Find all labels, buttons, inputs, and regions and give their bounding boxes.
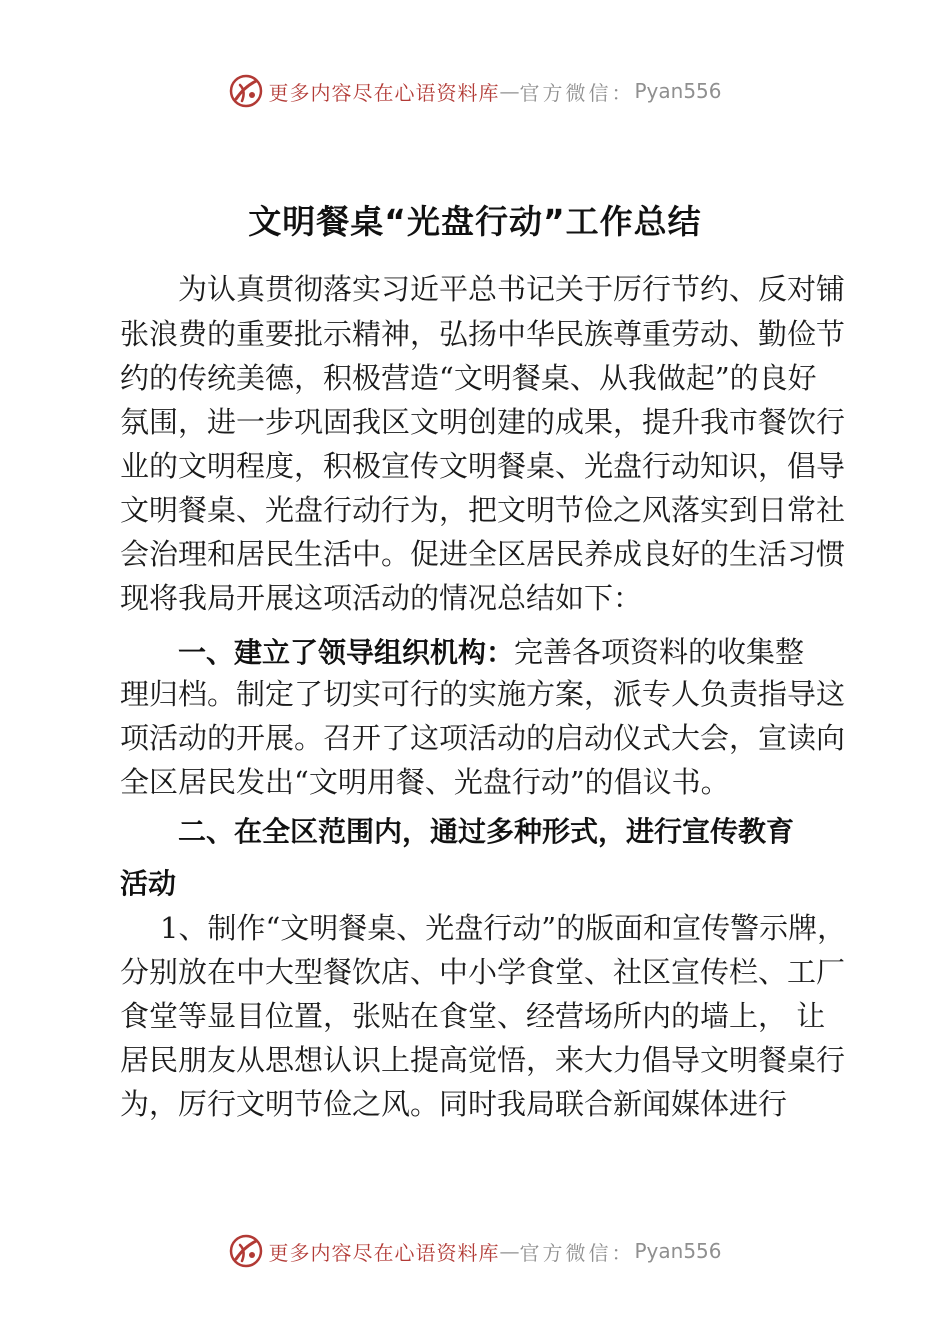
- section-2-heading: 二、在全区范围内，通过多种形式，进行宣传教育: [178, 815, 795, 848]
- section-1-heading: 一、建立了领导组织机构：: [178, 636, 515, 669]
- paragraph-line: 项活动的开展。召开了这项活动的启动仪式大会，宣读向: [120, 721, 846, 755]
- paragraph-line: 食堂等显目位置，张贴在食堂、经营场所内的墙上， 让: [120, 999, 826, 1033]
- paragraph-line: 分别放在中大型餐饮店、中小学食堂、社区宣传栏、工厂: [120, 955, 846, 989]
- watermark-wechat-id: Pyan556: [634, 79, 722, 103]
- paragraph-line: 理归档。制定了切实可行的实施方案，派专人负责指导这: [120, 677, 846, 711]
- watermark-main-text: 更多内容尽在心语资料库: [268, 80, 500, 105]
- watermark-label: 官方微信：: [519, 1240, 635, 1265]
- watermark-label: 官方微信：: [519, 80, 635, 105]
- paragraph-line: 全区居民发出“文明用餐、光盘行动”的倡议书。: [120, 765, 730, 799]
- paragraph-line: 现将我局开展这项活动的情况总结如下：: [120, 581, 643, 615]
- footer-watermark: [0, 1226, 950, 1276]
- paragraph-line: 张浪费的重要批示精神，弘扬中华民族尊重劳动、勤俭节: [120, 317, 846, 351]
- paragraph-line: 为，厉行文明节俭之风。同时我局联合新闻媒体进行: [120, 1087, 788, 1121]
- paragraph-line: 约的传统美德，积极营造“文明餐桌、从我做起”的良好: [120, 361, 817, 395]
- section-1-first-line-text: 完善各项资料的收集整: [514, 635, 805, 669]
- paragraph-line: 氛围，进一步巩固我区文明创建的成果，提升我市餐饮行: [120, 405, 846, 439]
- paragraph-line: 居民朋友从思想认识上提高觉悟，来大力倡导文明餐桌行: [120, 1043, 846, 1077]
- paragraph-line: 文明餐桌、光盘行动行为，把文明节俭之风落实到日常社: [120, 493, 846, 527]
- header-watermark: [0, 66, 950, 116]
- section-2-heading-cont: 活动: [120, 867, 177, 900]
- document-title: 文明餐桌“光盘行动”工作总结: [248, 202, 702, 241]
- paragraph-line: 1、制作“文明餐桌、光盘行动”的版面和宣传警示牌，: [160, 911, 847, 945]
- paragraph-line: 会治理和居民生活中。促进全区居民养成良好的生活习惯: [120, 537, 846, 571]
- watermark-logo-icon: [228, 73, 264, 109]
- paragraph-line: 业的文明程度，积极宣传文明餐桌、光盘行动知识，倡导: [120, 449, 846, 483]
- watermark-logo-icon: [228, 1233, 264, 1269]
- watermark-separator: —: [499, 1239, 520, 1263]
- watermark-wechat-id: Pyan556: [634, 1239, 722, 1263]
- section-1-first-line: [178, 630, 918, 675]
- watermark-main-text: 更多内容尽在心语资料库: [268, 1240, 500, 1265]
- paragraph-line: 为认真贯彻落实习近平总书记关于厉行节约、反对铺: [178, 272, 846, 306]
- watermark-separator: —: [499, 79, 520, 103]
